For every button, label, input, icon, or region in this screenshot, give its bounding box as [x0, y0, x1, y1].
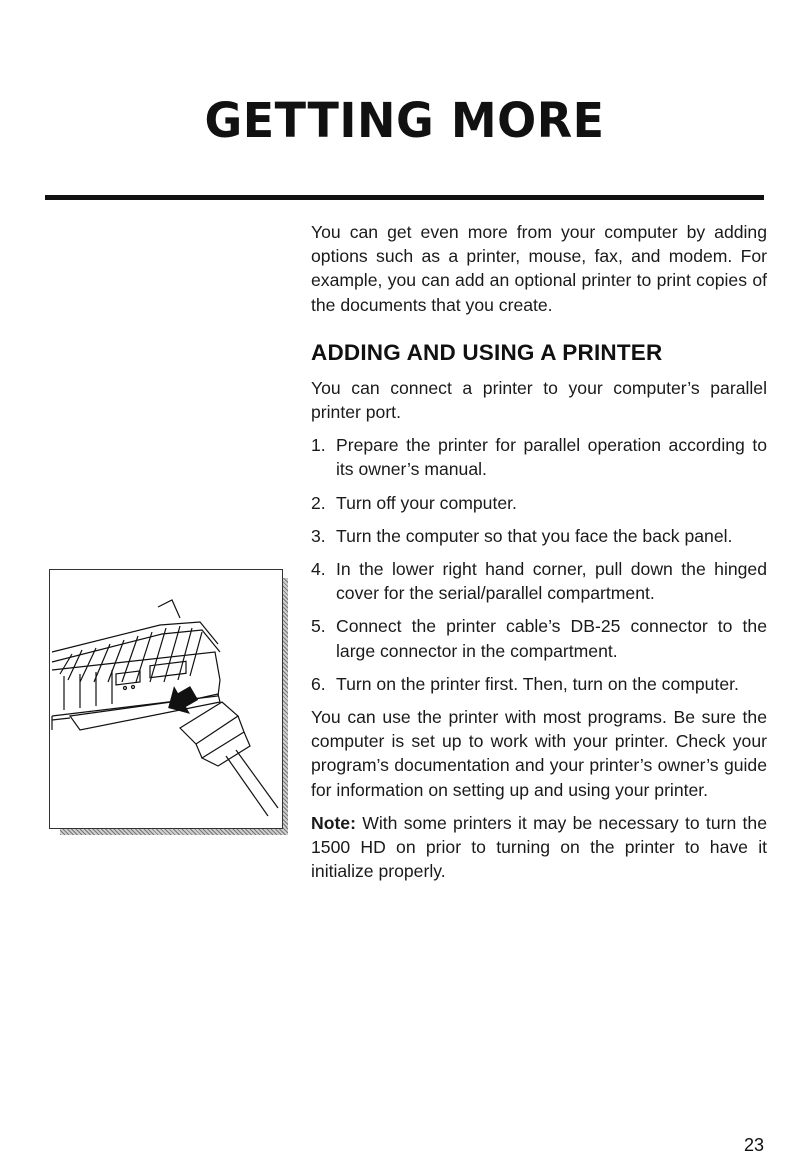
title-rule	[45, 195, 764, 200]
step-number: 2.	[311, 492, 326, 513]
note-label: Note:	[311, 812, 356, 833]
step-text: Prepare the printer for parallel operation according to its owner’s manual.	[336, 435, 767, 480]
step-item	[311, 614, 767, 662]
note-text: With some printers it may be necessary to turn the 1500 HD on prior to turning on the printer to have it initialize properly.	[311, 812, 767, 882]
section-heading: ADDING AND USING A PRINTER	[311, 339, 663, 365]
page-title: GETTING MORE	[204, 91, 605, 149]
step-number: 3.	[311, 525, 326, 546]
step-text: In the lower right hand corner, pull down the hinged cover for the serial/parallel compartment.	[336, 559, 767, 604]
note-paragraph	[311, 811, 767, 884]
step-number: 1.	[311, 435, 326, 456]
step-item	[311, 433, 767, 481]
step-number: 6.	[311, 673, 326, 694]
step-item	[311, 557, 767, 605]
intro-paragraph: You can get even more from your computer by adding options such as a printer, mouse, fax, and modem. For example, you can add an optional printer to print copies of the documents that you create.	[311, 222, 767, 315]
step-number: 4.	[311, 559, 326, 580]
main-content	[311, 220, 767, 883]
steps-list	[311, 433, 767, 696]
step-text: Turn on the printer first. Then, turn on the computer.	[336, 673, 739, 694]
step-text: Turn off your computer.	[336, 492, 517, 513]
step-item	[311, 672, 767, 696]
step-text: Connect the printer cable’s DB-25 connector to the large connector in the compartment.	[336, 616, 767, 661]
computer-back-panel-icon	[50, 570, 282, 828]
step-item	[311, 491, 767, 515]
closing-paragraph: You can use the printer with most programs. Be sure the computer is set up to work with your printer. Check your program’s documentation and your printer’s owner’s guide for information on setting up and using your printer.	[311, 707, 767, 800]
step-number: 5.	[311, 616, 326, 637]
step-text: Turn the computer so that you face the back panel.	[336, 525, 733, 546]
step-item	[311, 524, 767, 548]
page-number: 23	[744, 1135, 765, 1155]
printer-connection-figure	[49, 569, 283, 829]
section-lead: You can connect a printer to your computer’s parallel printer port.	[311, 377, 767, 423]
